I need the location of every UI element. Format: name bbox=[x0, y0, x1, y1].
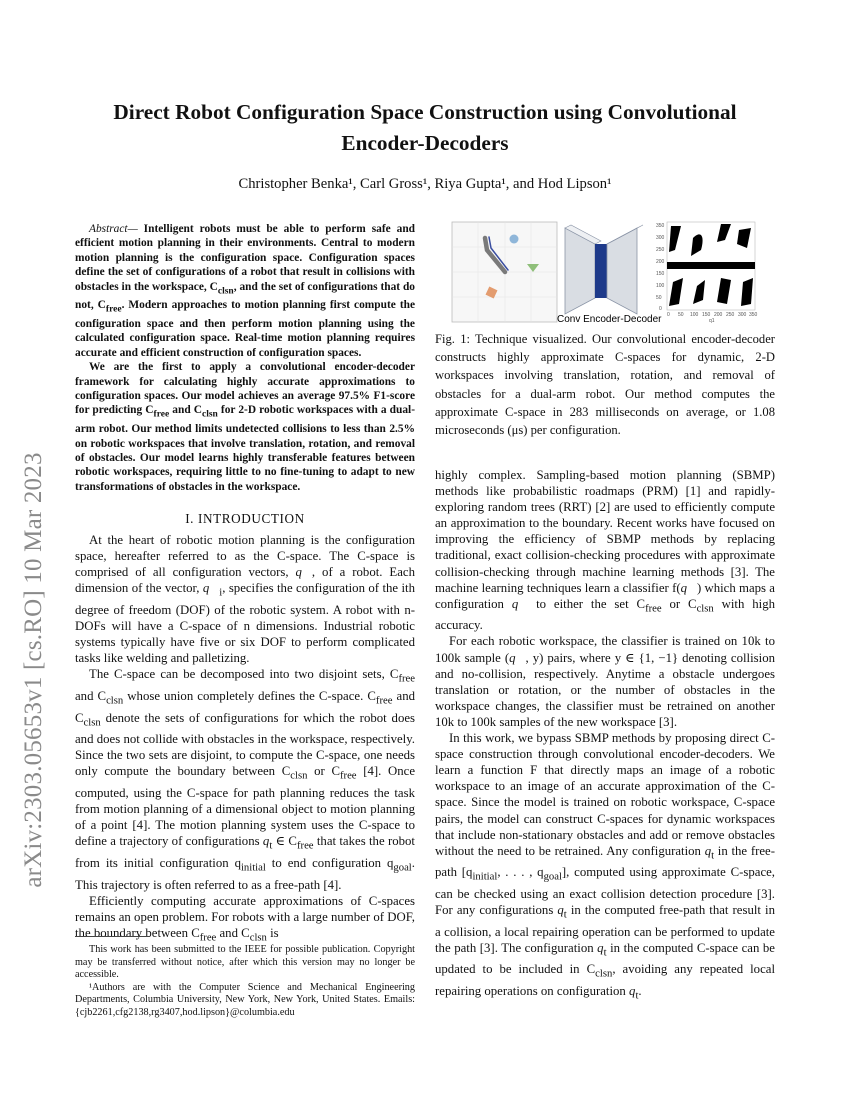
svg-text:300: 300 bbox=[656, 235, 665, 241]
intro-paragraph-4: highly complex. Sampling-based motion planning (SBMP) methods like probabilistic roadmaps (PRM) [1] and rapidly-exploring random trees (RRT) [2] are used to efficiently compute an approximation to the boundary. Recent works have focused on improving the efficiency of SBMP methods by replacing traditional, exact collision-checking procedures with approximate collision-checking through machine learning methods [3]. The machine learning techniques learn a classifier f(q⃗) which maps a configuration q⃗ to either the set $C_{free}$ or $C_{clsn}$ with high accuracy. bbox=[435, 468, 776, 633]
intro-paragraph-3: Efficiently computing accurate approximations of C-spaces remains an open problem. For robots with a large number of DOF, the boundary between $C_{free}$ and $C_{clsn}$ is bbox=[75, 893, 415, 944]
svg-text:350: 350 bbox=[749, 312, 758, 318]
svg-text:250: 250 bbox=[656, 247, 665, 253]
figure-1-graphic bbox=[435, 220, 775, 324]
intro-paragraph-5: For each robotic workspace, the classifier is trained on 10k to 100k sample (q⃗, y) pairs, where y ∈ {1, −1} denoting collision and no-collision, respectively. Anytime a obstacle undergoes translation or rotation, or the number of obstacles in the workspace changes, the classifier must be retrained on another 10k to 100k samples of the new workspace [3]. bbox=[435, 634, 775, 729]
intro-paragraph-1: At the heart of robotic motion planning is the configuration space, hereafter referred to as the C-space. The C-space is comprised of all configuration vectors, q⃗, of a robot. Each dimension of the vector, $q⃗_i$, specifies the configuration of the ith degree of freedom (DOF) of the robotic system. A robot with n-DOFs will have a C-space of n dimensions. Industrial robotic systems typically have five or six DOF to perform complicated tasks like welding and palletizing. bbox=[75, 533, 415, 666]
intro-paragraph-6: In this work, we bypass SBMP methods by proposing direct C-space construction through convolutional encoder-decoders. We learn a function F that directly maps an image of a robotic workspace to an image of an accurate approximation of the C-space. Since the model is trained on robotic workspace, C-space pairs, the model can construct C-spaces for dynamic workspaces that include non-stationary obstacles and add or remove obstacles without the need to be retrained. Any configuration $q_t$ in the free-path [$q_{initial}$, . . . , $q_{goal}$], computed using approximate C-space, can be checked using an exact collision detection procedure [3]. For any configurations $q_t$ in the computed free-path that result in a collision, a local repairing operation can be performed to update the path [3]. The configuration $q_t$ in the computed C-space can be updated to be included in $C_{clsn}$, avoiding any repeated local repairing operations on configuration $q_t$. bbox=[435, 731, 776, 1002]
arxiv-id: arXiv:2303.05653v1 [cs.RO] 10 Mar 2023 bbox=[20, 452, 47, 888]
cspace-y-ticks bbox=[656, 223, 665, 312]
footnote-affiliation: ¹Authors are with the Computer Science and Mechanical Engineering Departments, Columbia University, New York, New York, United States. Emails: {cjb2261,cfg2138,rg3407,hod.lipson}@columbia.edu bbox=[75, 981, 415, 1018]
svg-text:50: 50 bbox=[678, 312, 684, 318]
svg-text:250: 250 bbox=[726, 312, 735, 318]
svg-text:0: 0 bbox=[667, 312, 670, 318]
figure-1 bbox=[435, 220, 775, 324]
svg-text:50: 50 bbox=[656, 295, 662, 301]
paper-title bbox=[75, 97, 775, 159]
authors: Christopher Benka¹, Carl Gross¹, Riya Gupta¹, and Hod Lipson¹ bbox=[238, 176, 612, 192]
right-column-body bbox=[435, 467, 775, 1005]
obstacle-circle bbox=[510, 235, 519, 244]
svg-text:150: 150 bbox=[656, 271, 665, 277]
svg-text:100: 100 bbox=[690, 312, 699, 318]
figure-label-encoder-decoder: Conv Encoder-Decoder bbox=[557, 314, 662, 324]
svg-text:200: 200 bbox=[714, 312, 723, 318]
cspace-x-axis-label: q1 bbox=[709, 318, 715, 324]
footnote-submission: This work has been submitted to the IEEE for possible publication. Copyright may be transferred without notice, after which this version may no longer be accessible. bbox=[75, 944, 415, 981]
bottleneck-block bbox=[595, 244, 607, 298]
cspace-band bbox=[667, 262, 755, 269]
footnotes bbox=[75, 944, 415, 1020]
svg-text:100: 100 bbox=[656, 283, 665, 289]
left-column-body bbox=[75, 532, 415, 947]
figure-1-caption: Fig. 1: Technique visualized. Our convolutional encoder-decoder constructs highly approximate C-spaces for dynamic, 2-D workspaces involving translation, rotation, and removal of obstacles for a dual-arm robot. Our method computes the approximate C-space in 283 milliseconds on average, or 1.08 microseconds (μs) per configuration. bbox=[435, 332, 775, 438]
abstract-label: Abstract— bbox=[89, 223, 138, 235]
svg-text:150: 150 bbox=[702, 312, 711, 318]
abstract bbox=[75, 222, 415, 494]
svg-text:200: 200 bbox=[656, 259, 665, 265]
title-line-2: Encoder-Decoders bbox=[341, 131, 509, 155]
title-line-1: Direct Robot Configuration Space Construction using Convolutional bbox=[113, 100, 737, 124]
cspace-x-ticks bbox=[667, 312, 758, 324]
intro-paragraph-2: The C-space can be decomposed into two disjoint sets, $C_{free}$ and $C_{clsn}$ whose union completely defines the C-space. $C_{free}$ and $C_{clsn}$ denote the sets of configurations for which the robot does and does not collide with obstacles in the workspace, respectively. Since the two sets are disjoint, to compute the C-space, one needs only compute the boundary between $C_{clsn}$ or $C_{free}$ [4]. Once computed, using the C-space for path planning reduces the task from motion planning of a dimensional object to motion planning of a point [4]. The motion planning system uses the C-space to define a trajectory of configurations $q_t$ ∈ $C_{free}$ that takes the robot from its initial configuration $q_{initial}$ to end configuration $q_{goal}$. This trajectory is often referred to as a free-path [4]. bbox=[75, 667, 415, 892]
arxiv-side-stamp bbox=[4, 340, 64, 1000]
section-heading-introduction: I. INTRODUCTION bbox=[185, 511, 305, 526]
footnote-rule bbox=[75, 936, 150, 937]
decoder-block bbox=[607, 228, 637, 314]
svg-text:300: 300 bbox=[738, 312, 747, 318]
svg-text:0: 0 bbox=[659, 306, 662, 312]
abstract-paragraph-2: We are the first to apply a convolutional encoder-decoder framework for calculating highly accurate approximations to configuration spaces. Our model achieves an average 97.5% F1-score for predicting $C_{free}$ and $C_{clsn}$ for 2-D robotic workspaces with a dual-arm robot. Our method limits undetected collisions to less than 2.5% on robotic workspaces that involve translation, rotation, and removal of obstacles. Our model learns highly transferable features between robotic workspaces, requiring little to no fine-tuning to adapt to new transformations of obstacles in the workspace. bbox=[75, 361, 415, 493]
abstract-paragraph-1: Abstract— Intelligent robots must be able to perform safe and efficient motion planning in their environments. Central to modern motion planning is the configuration space. Configuration spaces define the set of configurations of a robot that result in collisions with obstacles in the workspace, $C_{clsn}$, and the set of configurations that do not, $C_{free}$. Modern approaches to motion planning first compute the configuration space and then perform motion planning using the calculated configuration space. Real-time motion planning requires accurate and efficient construction of configuration spaces. bbox=[75, 223, 415, 359]
svg-text:350: 350 bbox=[656, 223, 665, 229]
